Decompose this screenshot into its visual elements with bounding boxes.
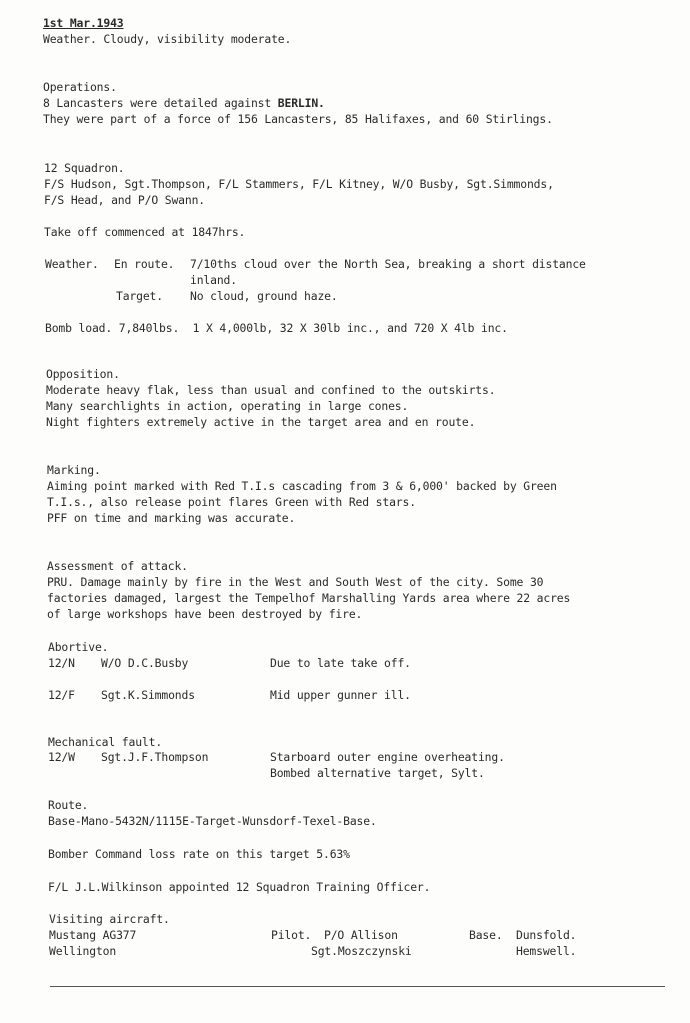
opposition-line: Night fighters extremely active in the target area and en route. (46, 415, 476, 429)
marking-line: T.I.s., also release point flares Green with Red stars. (47, 495, 416, 509)
abortive-heading: Abortive. (48, 640, 109, 654)
assessment-line: factories damaged, largest the Tempelhof Marshalling Yards area where 22 acres (47, 591, 571, 605)
route-heading: Route. (48, 798, 89, 812)
operations-target: BERLIN. (277, 96, 325, 110)
weather-summary: Weather. Cloudy, visibility moderate. (43, 32, 292, 46)
abortive-reason: Due to late take off. (270, 656, 411, 670)
visiting-aircraft: Mustang AG377 (49, 928, 137, 942)
abortive-aircraft: 12/N (48, 656, 75, 670)
opposition-line: Many searchlights in action, operating in large cones. (46, 399, 409, 413)
weather-enroute-text-1: 7/10ths cloud over the North Sea, breaking a short distance (190, 257, 586, 271)
visiting-heading: Visiting aircraft. (49, 912, 170, 926)
mechanical-aircraft: 12/W (48, 750, 75, 764)
visiting-pilot: P/O Allison (324, 928, 398, 942)
visiting-pilot: Sgt.Moszczynski (311, 944, 412, 958)
operations-text: 8 Lancasters were detailed against (43, 96, 278, 110)
squadron-heading: 12 Squadron. (44, 161, 125, 175)
visiting-base: Hemswell. (516, 944, 577, 958)
visiting-pilot-label: Pilot. (271, 928, 312, 942)
operations-line-2: They were part of a force of 156 Lancasters, 85 Halifaxes, and 60 Stirlings. (43, 112, 553, 126)
assessment-heading: Assessment of attack. (47, 559, 188, 573)
visiting-aircraft: Wellington (49, 944, 117, 958)
opposition-heading: Opposition. (46, 367, 120, 381)
takeoff-line: Take off commenced at 1847hrs. (44, 225, 246, 239)
appointment-line: F/L J.L.Wilkinson appointed 12 Squadron Training Officer. (48, 880, 431, 894)
mechanical-reason-2: Bombed alternative target, Sylt. (270, 766, 485, 780)
weather-target-text: No cloud, ground haze. (190, 289, 338, 303)
assessment-line: PRU. Damage mainly by fire in the West and South West of the city. Some 30 (47, 575, 544, 589)
date-heading: 1st Mar.1943 (43, 16, 124, 30)
weather-target-label: Target. (116, 289, 163, 303)
footer-divider (50, 986, 665, 987)
mechanical-heading: Mechanical fault. (48, 735, 163, 749)
route-text: Base-Mano-5432N/1115E-Target-Wunsdorf-Texel-Base. (48, 814, 377, 828)
visiting-base-label: Base. (469, 928, 503, 942)
marking-heading: Marking. (47, 463, 101, 477)
marking-line: PFF on time and marking was accurate. (47, 511, 296, 525)
mechanical-crew: Sgt.J.F.Thompson (101, 750, 209, 764)
mechanical-reason-1: Starboard outer engine overheating. (270, 750, 505, 764)
operations-heading: Operations. (43, 80, 117, 94)
weather-enroute-label: En route. (114, 257, 175, 271)
abortive-crew: Sgt.K.Simmonds (101, 688, 195, 702)
abortive-reason: Mid upper gunner ill. (270, 688, 411, 702)
abortive-aircraft: 12/F (48, 688, 75, 702)
marking-line: Aiming point marked with Red T.I.s cascading from 3 & 6,000' backed by Green (47, 479, 557, 493)
bomb-load-line: Bomb load. 7,840lbs. 1 X 4,000lb, 32 X 30lb inc., and 720 X 4lb inc. (45, 321, 508, 335)
weather-detail-label: Weather. (45, 257, 99, 271)
operations-line-1 (43, 95, 325, 111)
abortive-crew: W/O D.C.Busby (101, 656, 189, 670)
squadron-crew-line-1: F/S Hudson, Sgt.Thompson, F/L Stammers, F/L Kitney, W/O Busby, Sgt.Simmonds, (44, 177, 554, 191)
assessment-line: of large workshops have been destroyed by fire. (47, 607, 363, 621)
opposition-line: Moderate heavy flak, less than usual and confined to the outskirts. (46, 383, 496, 397)
weather-enroute-text-2: inland. (190, 273, 237, 287)
squadron-crew-line-2: F/S Head, and P/O Swann. (44, 193, 205, 207)
loss-rate-line: Bomber Command loss rate on this target 5.63% (48, 847, 350, 861)
visiting-base: Dunsfold. (516, 928, 577, 942)
